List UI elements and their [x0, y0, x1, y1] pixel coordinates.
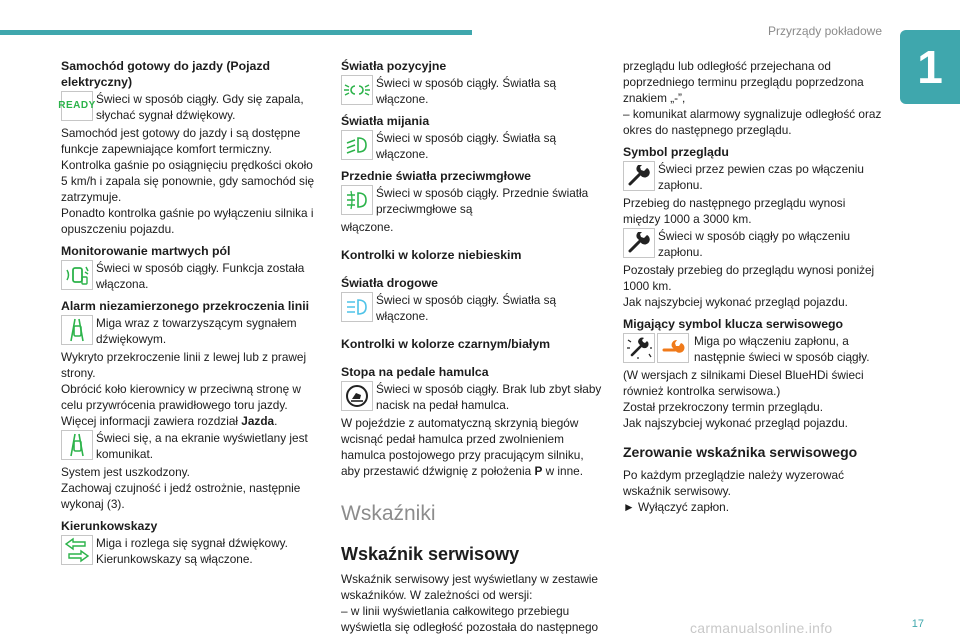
- service-symbol-heading: Symbol przeglądu: [623, 145, 729, 159]
- service-symbol-paragraph-2: Pozostały przebieg do przeglądu wynosi poniżej 1000 km.: [623, 263, 875, 293]
- lane-paragraph-5: Zachowaj czujność i jedź ostrożnie, następnie wykonaj (3).: [61, 481, 301, 511]
- blind-spot-heading: Monitorowanie martwych pól: [61, 244, 231, 258]
- wrench-icon: [623, 228, 655, 258]
- blinking-wrench-heading: Migający symbol klucza serwisowego: [623, 317, 844, 331]
- lane-paragraph-3: Więcej informacji zawiera rozdział Jazda.: [61, 414, 278, 428]
- service-continued-1: przeglądu lub odległość przejechana od poprzedniego terminu przeglądu poprzedzona znakiem „-”,: [623, 59, 864, 105]
- high-beam-inline-text: Świeci w sposób ciągły. Światła są włączone.: [376, 293, 557, 323]
- high-beam-row: [341, 292, 603, 324]
- low-beam-icon: [341, 130, 373, 160]
- column-3: [623, 58, 885, 515]
- ready-icon: READY: [61, 91, 93, 121]
- gear-position-label: P: [534, 464, 543, 478]
- wrench-icon: [623, 161, 655, 191]
- turn-signal-row: [61, 535, 316, 567]
- high-beam-icon: [341, 292, 373, 322]
- turn-signal-icon: [61, 535, 93, 565]
- ready-inline-text: Świeci w sposób ciągły. Gdy się zapala, słychać sygnał dźwiękowy.: [96, 92, 304, 122]
- lane-fault-icon: [61, 430, 93, 460]
- brake-pedal-inline-text: Świeci w sposób ciągły. Brak lub zbyt słaby nacisk na pedał hamulca.: [376, 382, 602, 412]
- lane-row-1: [61, 315, 316, 347]
- service-symbol-row-2: [623, 228, 885, 260]
- blinking-wrench-paragraph-2: Został przekroczony termin przeglądu.: [623, 400, 823, 414]
- blind-spot-row: [61, 260, 316, 292]
- low-beam-inline-text: Świeci w sposób ciągły. Światła są włączone.: [376, 131, 557, 161]
- lane-departure-icon: [61, 315, 93, 345]
- blind-spot-icon: [61, 260, 93, 290]
- service-symbol-paragraph-3: Jak najszybciej wykonać przegląd pojazdu.: [623, 295, 848, 309]
- column-2: [341, 58, 603, 635]
- lane-inline-text-2: Świeci się, a na ekranie wyświetlany jest komunikat.: [96, 431, 308, 461]
- service-symbol-paragraph-1: Przebieg do następnego przeglądu wynosi między 1000 a 3000 km.: [623, 196, 846, 226]
- reset-paragraph-2: ► Wyłączyć zapłon.: [623, 500, 729, 514]
- ready-heading: Samochód gotowy do jazdy (Pojazd elektryczny): [61, 59, 271, 89]
- service-paragraph-2: – w linii wyświetlania całkowitego przebiegu wyświetla się odległość pozostała do następnego: [341, 604, 599, 634]
- service-indicator-heading: Wskaźnik serwisowy: [341, 544, 520, 564]
- ready-paragraph-3: Ponadto kontrolka gaśnie po wyłączeniu silnika i opuszczeniu pojazdu.: [61, 206, 314, 236]
- position-lights-heading: Światła pozycyjne: [341, 59, 447, 73]
- position-lights-icon: [341, 75, 373, 105]
- orange-wrench-icon: [657, 333, 689, 363]
- service-symbol-inline-2: Świeci w sposób ciągły po włączeniu zapłonu.: [658, 229, 851, 259]
- ready-row: [58, 91, 316, 123]
- lane-paragraph-4: System jest uszkodzony.: [61, 465, 190, 479]
- section-title: Przyrządy pokładowe: [767, 24, 882, 38]
- reset-paragraph-1: Po każdym przeglądzie należy wyzerować wskaźnik serwisowy.: [623, 468, 844, 498]
- blinking-wrench-paragraph-3: Jak najszybciej wykonać przegląd pojazdu.: [623, 416, 848, 430]
- lane-inline-text-1: Miga wraz z towarzyszącym sygnałem dźwiękowym.: [96, 316, 297, 346]
- fog-lights-paragraph: włączone.: [341, 220, 394, 234]
- reset-service-heading: Zerowanie wskaźnika serwisowego: [623, 444, 858, 460]
- column-1: [58, 58, 316, 569]
- brake-pedal-icon: [341, 381, 373, 411]
- lane-paragraph-2: Obrócić koło kierownicy w przeciwną stronę w celu przywrócenia prawidłowego toru jazdy.: [61, 382, 301, 412]
- blue-indicators-heading: Kontrolki w kolorze niebieskim: [341, 248, 522, 262]
- lane-heading: Alarm niezamierzonego przekroczenia linii: [61, 299, 310, 313]
- service-continued-2: – komunikat alarmowy sygnalizuje odległość oraz okres do następnego przeglądu.: [623, 107, 882, 137]
- chapter-tab: 1: [900, 30, 960, 104]
- fog-lights-row: [341, 185, 603, 217]
- brake-pedal-heading: Stopa na pedale hamulca: [341, 365, 489, 379]
- brake-paragraph: W pojeździe z automatyczną skrzynią biegów wcisnąć pedał hamulca przed zwolnieniem hamulca postojowego przy pracującym silniku, aby przestawić dźwignię z położenia P w inne.: [341, 416, 584, 478]
- chapter-reference: Jazda: [241, 414, 275, 428]
- blinking-wrench-paragraph-1: (W wersjach z silnikami Diesel BlueHDi świeci również kontrolka serwisowa.): [623, 368, 864, 398]
- blinking-wrench-inline: Miga po włączeniu zapłonu, a następnie świeci w sposób ciągły.: [694, 334, 870, 364]
- service-symbol-inline-1: Świeci przez pewien czas po włączeniu zapłonu.: [658, 162, 864, 192]
- blinking-wrench-row: [623, 333, 885, 365]
- position-lights-inline-text: Świeci w sposób ciągły. Światła są włączone.: [376, 76, 557, 106]
- page-number: 17: [911, 618, 924, 630]
- ready-paragraph-2: Kontrolka gaśnie po osiągnięciu prędkości około 5 km/h i zapala się ponownie, gdy samochód się zatrzymuje.: [61, 158, 315, 204]
- fog-lights-icon: [341, 185, 373, 215]
- service-paragraph-1: Wskaźnik serwisowy jest wyświetlany w zestawie wskaźników. W zależności od wersji:: [341, 572, 598, 602]
- fog-lights-inline-text: Świeci w sposób ciągły. Przednie światła przeciwmgłowe są: [376, 186, 589, 216]
- high-beam-heading: Światła drogowe: [341, 276, 439, 290]
- watermark: carmanualsonline.info: [690, 620, 833, 636]
- indicators-section-heading: Wskaźniki: [341, 502, 436, 525]
- lane-paragraph-1: Wykryto przekroczenie linii z lewej lub z prawej strony.: [61, 350, 307, 380]
- lane-row-2: [61, 430, 316, 462]
- low-beam-row: [341, 130, 603, 162]
- blinking-wrench-icons: [623, 333, 691, 363]
- service-symbol-row-1: [623, 161, 885, 193]
- low-beam-heading: Światła mijania: [341, 114, 430, 128]
- turn-signal-heading: Kierunkowskazy: [61, 519, 158, 533]
- position-lights-row: [341, 75, 603, 107]
- fog-lights-heading: Przednie światła przeciwmgłowe: [341, 169, 531, 183]
- blinking-wrench-icon: [623, 333, 655, 363]
- turn-signal-inline-text: Miga i rozlega się sygnał dźwiękowy. Kierunkowskazy są włączone.: [96, 536, 288, 566]
- black-white-indicators-heading: Kontrolki w kolorze czarnym/białym: [341, 337, 551, 351]
- brake-pedal-row: [341, 381, 603, 413]
- ready-paragraph-1: Samochód jest gotowy do jazdy i są dostępne funkcje zapewniające komfort termiczny.: [61, 126, 301, 156]
- blind-spot-inline-text: Świeci w sposób ciągły. Funkcja została włączona.: [96, 261, 305, 291]
- header-accent-bar: [0, 30, 472, 35]
